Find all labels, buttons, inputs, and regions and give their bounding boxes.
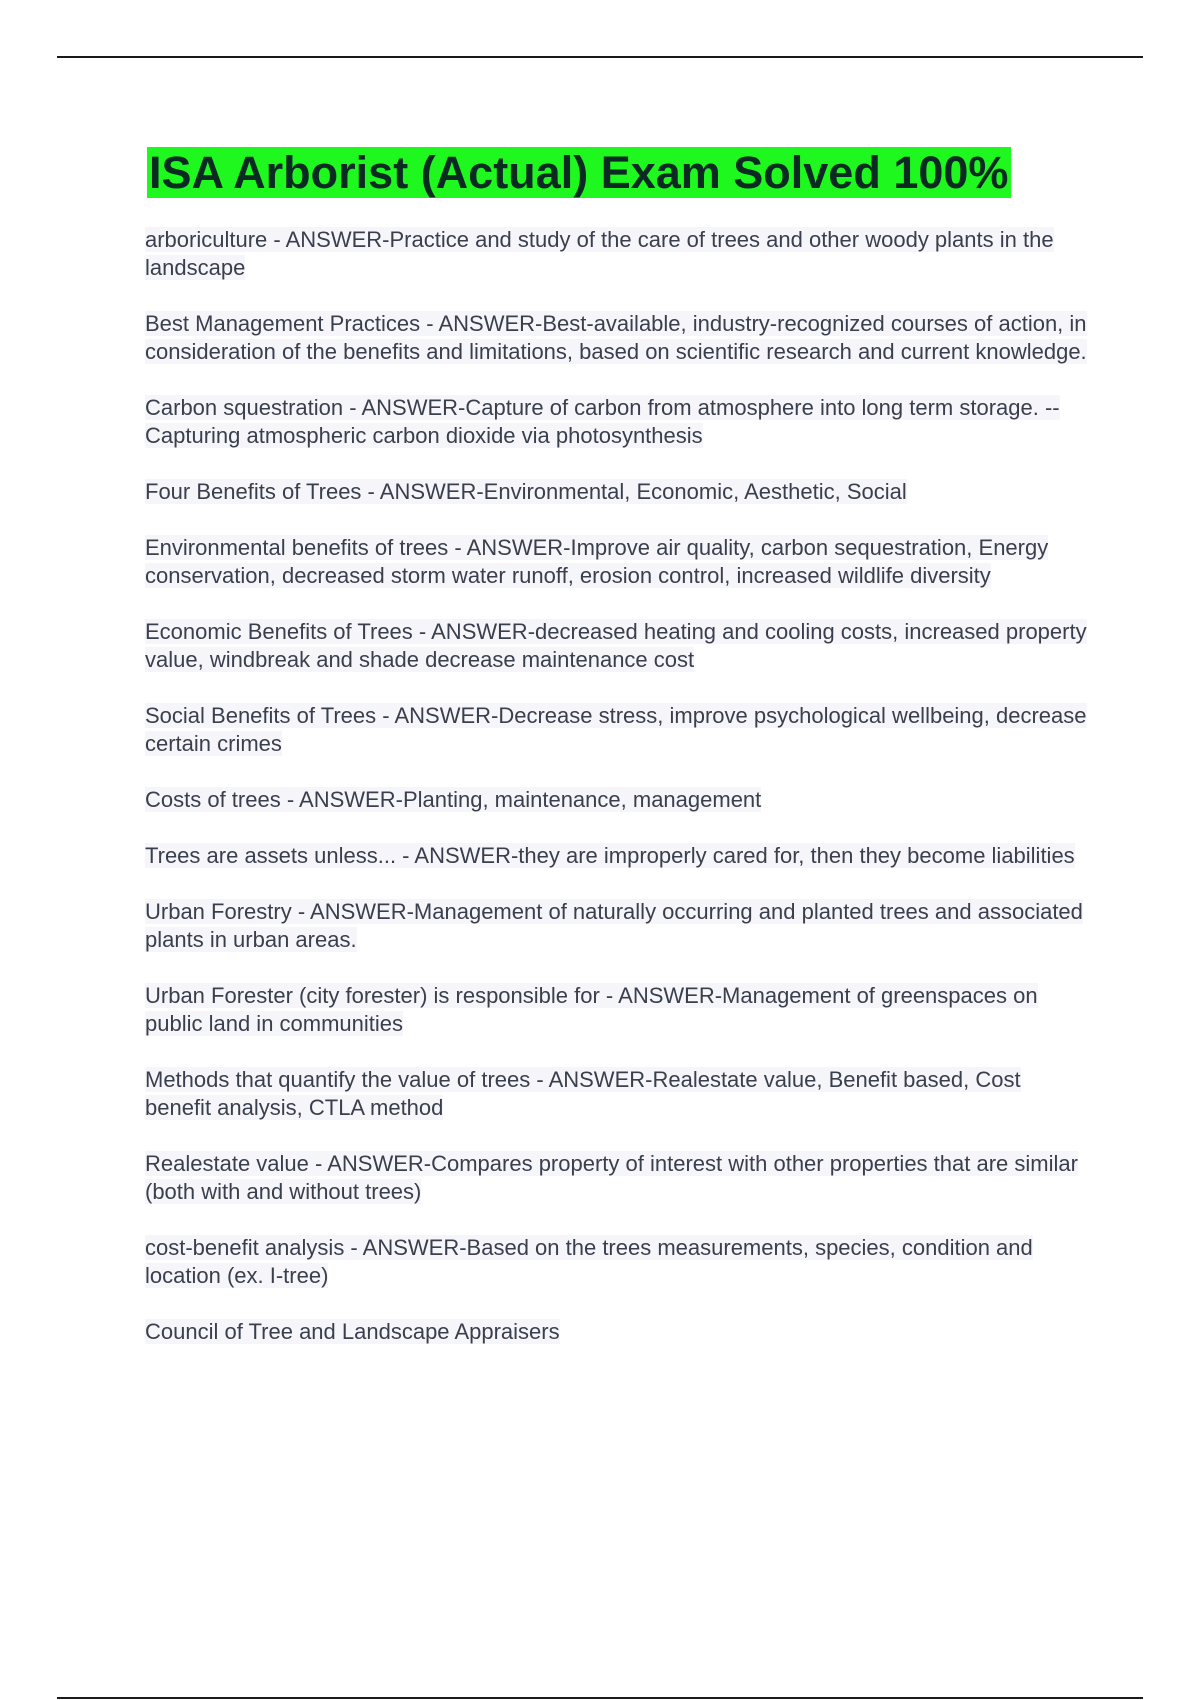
top-rule	[57, 56, 1143, 58]
qa-entry: Urban Forestry - ANSWER-Management of naturally occurring and planted trees and associated plants in urban areas.	[145, 899, 1083, 952]
document-title	[145, 145, 1014, 201]
qa-entry: Environmental benefits of trees - ANSWER-Improve air quality, carbon sequestration, Energy conservation, decreased storm water runoff, erosion control, increased wildlife diversity	[145, 535, 1049, 588]
qa-entry: Methods that quantify the value of trees - ANSWER-Realestate value, Benefit based, Cost benefit analysis, CTLA method	[145, 1067, 1021, 1120]
bottom-rule	[57, 1697, 1143, 1699]
qa-entry: cost-benefit analysis - ANSWER-Based on the trees measurements, species, condition and location (ex. I-tree)	[145, 1235, 1033, 1288]
qa-list	[145, 226, 1095, 1346]
qa-entry: Costs of trees - ANSWER-Planting, maintenance, management	[145, 787, 762, 812]
qa-entry: Four Benefits of Trees - ANSWER-Environmental, Economic, Aesthetic, Social	[145, 479, 907, 504]
qa-entry: Council of Tree and Landscape Appraisers	[145, 1319, 560, 1344]
qa-entry: Urban Forester (city forester) is responsible for - ANSWER-Management of greenspaces on public land in communities	[145, 983, 1038, 1036]
qa-entry: Realestate value - ANSWER-Compares property of interest with other properties that are similar (both with and without trees)	[145, 1151, 1078, 1204]
page-content	[145, 145, 1095, 1374]
qa-entry: Trees are assets unless... - ANSWER-they are improperly cared for, then they become liabilities	[145, 843, 1075, 868]
qa-entry: Economic Benefits of Trees - ANSWER-decreased heating and cooling costs, increased property value, windbreak and shade decrease maintenance cost	[145, 619, 1087, 672]
qa-entry: arboriculture - ANSWER-Practice and study of the care of trees and other woody plants in the landscape	[145, 227, 1054, 280]
qa-entry: Best Management Practices - ANSWER-Best-available, industry-recognized courses of action, in consideration of the benefits and limitations, based on scientific research and current knowledge.	[145, 311, 1087, 364]
qa-entry: Social Benefits of Trees - ANSWER-Decrease stress, improve psychological wellbeing, decrease certain crimes	[145, 703, 1087, 756]
qa-entry: Carbon squestration - ANSWER-Capture of carbon from atmosphere into long term storage. -- Capturing atmospheric carbon dioxide via photosynthesis	[145, 395, 1060, 448]
title-highlight: ISA Arborist (Actual) Exam Solved 100%	[147, 147, 1011, 198]
